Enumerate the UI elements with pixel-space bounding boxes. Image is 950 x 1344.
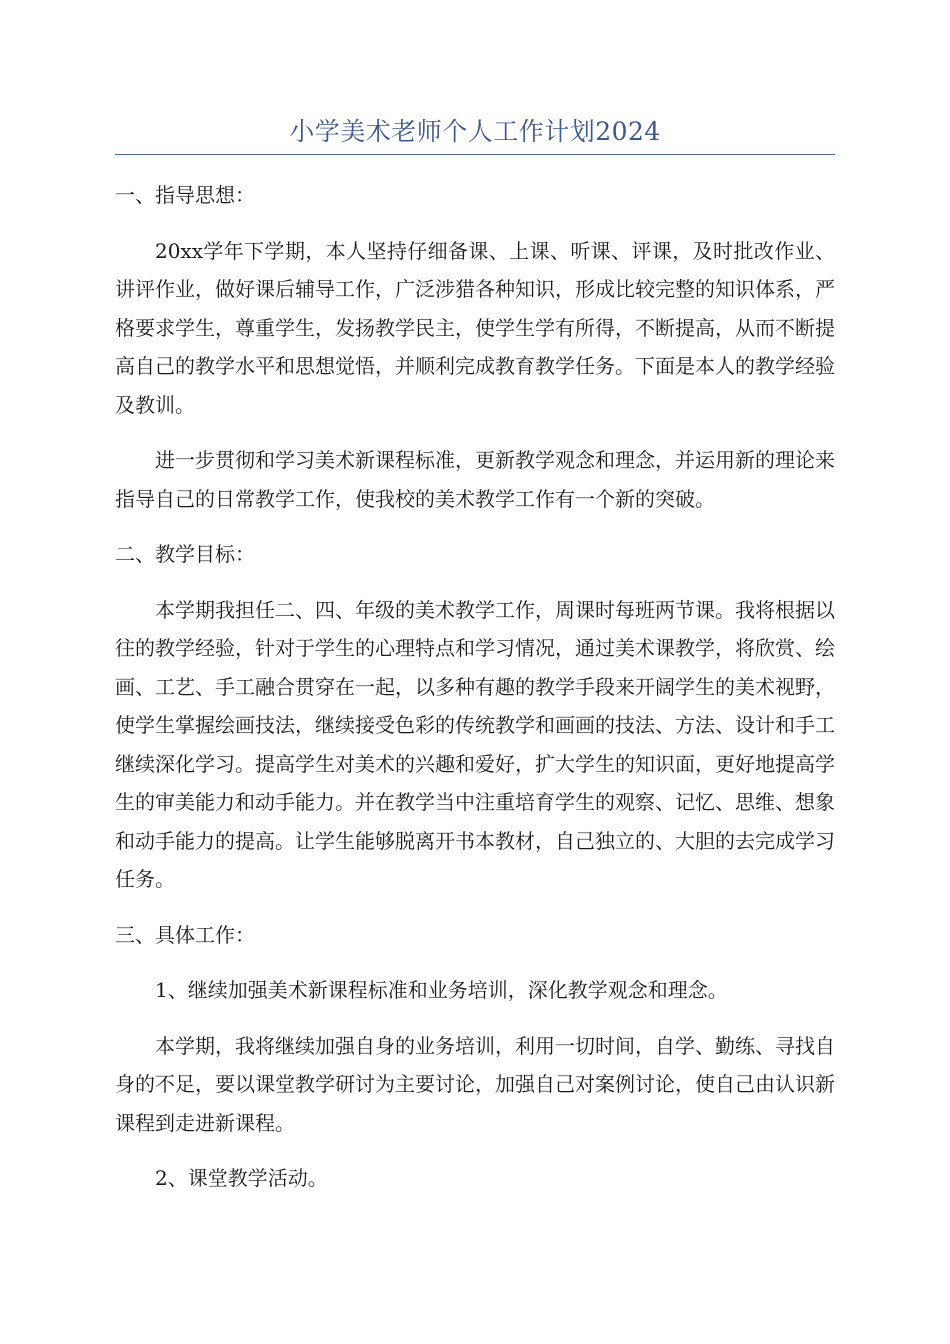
- title-underline: [115, 154, 835, 155]
- section-heading-guiding-ideology: 一、指导思想：: [115, 183, 255, 207]
- section-heading-teaching-goals: 二、教学目标：: [115, 542, 255, 566]
- document-body: [115, 176, 835, 1215]
- paragraph-item-1: 1、继续加强美术新课程标准和业务培训，深化教学观念和理念。: [155, 978, 728, 1002]
- paragraph-teaching-goals: 本学期我担任二、四、年级的美术教学工作，周课时每班两节课。我将根据以往的教学经验，针对于学生的心理特点和学习情况，通过美术课教学，将欣赏、绘画、工艺、手工融合贯穿在一起，以多种有趣的教学手段来开阔学生的美术视野，使学生掌握绘画技法，继续接受色彩的传统教学和画画的技法、方法、设计和手工继续深化学习。提高学生对美术的兴趣和爱好，扩大学生的知识面，更好地提高学生的审美能力和动手能力。并在教学当中注重培育学生的观察、记忆、思维、想象和动手能力的提高。让学生能够脱离开书本教材，自己独立的、大胆的去完成学习任务。: [115, 597, 835, 891]
- paragraph-semester-summary: 20xx学年下学期，本人坚持仔细备课、上课、听课、评课，及时批改作业、讲评作业，做好课后辅导工作，广泛涉猎各种知识，形成比较完整的知识体系，严格要求学生，尊重学生，发扬教学民主，使学生学有所得，不断提高，从而不断提高自己的教学水平和思想觉悟，并顺利完成教育教学任务。下面是本人的教学经验及教训。: [115, 238, 835, 417]
- paragraph-self-training: 本学期，我将继续加强自身的业务培训，利用一切时间，自学、勤练、寻找自身的不足，要以课堂教学研讨为主要讨论，加强自己对案例讨论，使自己由认识新课程到走进新课程。: [115, 1033, 835, 1135]
- paragraph-new-curriculum: 进一步贯彻和学习美术新课程标准，更新教学观念和理念，并运用新的理论来指导自己的日常教学工作，使我校的美术教学工作有一个新的突破。: [115, 448, 835, 511]
- section-heading-specific-work: 三、具体工作：: [115, 922, 255, 947]
- page-title: 小学美术老师个人工作计划2024: [289, 117, 661, 146]
- paragraph-item-2: 2、课堂教学活动。: [155, 1166, 328, 1190]
